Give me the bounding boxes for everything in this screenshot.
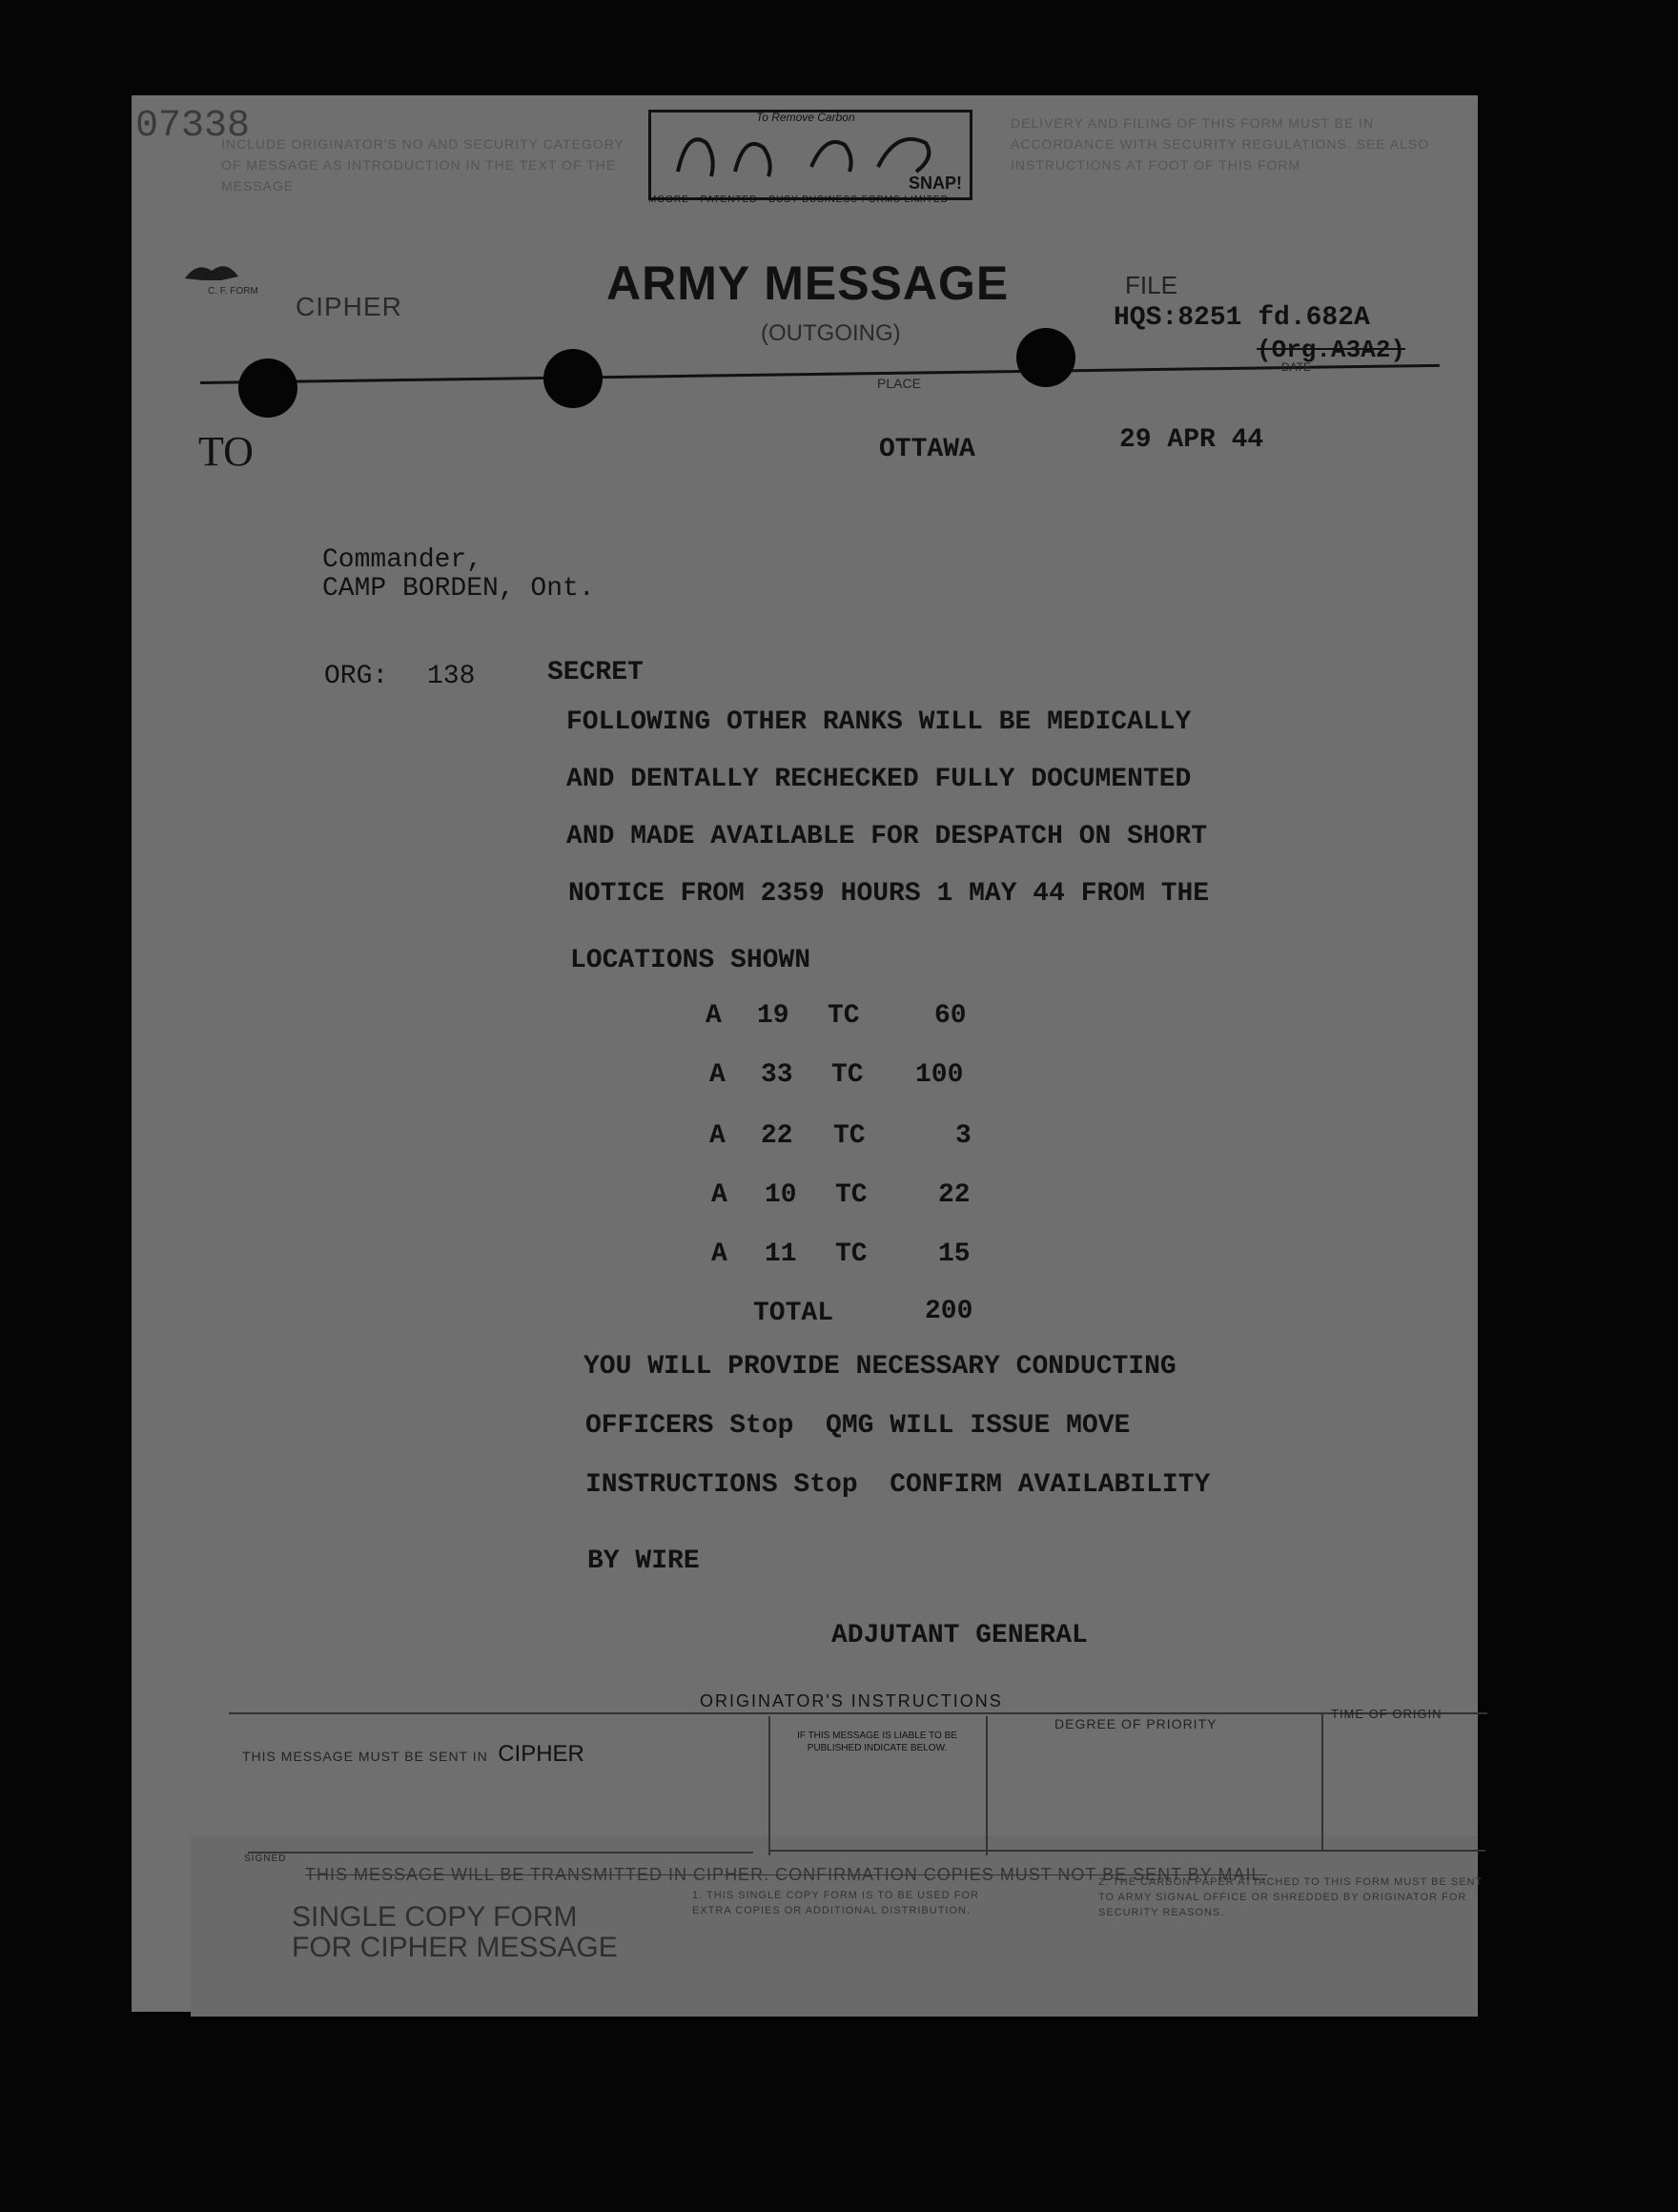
total-value: 200 <box>925 1297 973 1326</box>
location-unit: TC <box>835 1239 868 1269</box>
cipher-label: CIPHER <box>296 292 402 321</box>
file-number: HQS:8251 fd.682A <box>1114 303 1370 333</box>
time-of-origin-label: TIME OF ORIGIN <box>1331 1707 1443 1721</box>
publish-note: IF THIS MESSAGE IS LIABLE TO BE PUBLISHED INDICATE BELOW. <box>797 1731 957 1753</box>
place-value: OTTAWA <box>879 435 975 464</box>
body-line: AND MADE AVAILABLE FOR DESPATCH ON SHORT <box>566 822 1208 851</box>
closing-line: YOU WILL PROVIDE NECESSARY CONDUCTING <box>583 1352 1177 1382</box>
transmit-notice: THIS MESSAGE WILL BE TRANSMITTED IN CIPHER. CONFIRMATION COPIES MUST NOT BE SENT BY MAIL. <box>305 1865 1268 1884</box>
punch-hole-right <box>1016 328 1075 387</box>
form-name-line-2: FOR CIPHER MESSAGE <box>292 1932 618 1963</box>
org-reference: (Org.A3A2) <box>1257 336 1406 364</box>
snap-logo-caption: MOORE - PATENTED - BUSY BUSINESS FORMS LIMITED <box>648 195 949 205</box>
instructions-divider-2 <box>986 1716 988 1855</box>
signature: ADJUTANT GENERAL <box>831 1621 1088 1650</box>
location-prefix: A <box>711 1239 727 1269</box>
must-be-sent-value: CIPHER <box>498 1741 584 1767</box>
location-count: 3 <box>955 1121 972 1151</box>
punch-hole-left <box>238 358 297 418</box>
serial-number: 07338 <box>135 105 251 148</box>
signed-underline <box>248 1852 753 1854</box>
snap-logo <box>648 110 972 200</box>
instructions-divider-3 <box>1321 1712 1323 1852</box>
location-unit: TC <box>828 1001 860 1031</box>
location-unit: TC <box>833 1121 866 1151</box>
location-count: 15 <box>938 1239 971 1269</box>
top-left-notice: INCLUDE ORIGINATOR'S NO AND SECURITY CATEGORY OF MESSAGE AS INTRODUCTION IN THE TEXT OF THE MESSAGE <box>221 136 624 194</box>
location-count: 60 <box>934 1001 967 1031</box>
location-unit: TC <box>835 1180 868 1210</box>
body-line: NOTICE FROM 2359 HOURS 1 MAY 44 FROM THE <box>568 879 1210 909</box>
top-right-notice: DELIVERY AND FILING OF THIS FORM MUST BE IN ACCORDANCE WITH SECURITY REGULATIONS. SEE ALSO INSTRUCTIONS AT FOOT OF THIS FORM <box>1011 115 1430 173</box>
place-label: PLACE <box>877 376 921 391</box>
to-label: TO <box>198 428 254 475</box>
location-unit: TC <box>831 1060 864 1090</box>
closing-line: OFFICERS Stop QMG WILL ISSUE MOVE <box>585 1411 1131 1441</box>
instructions-top-rule <box>229 1712 1487 1714</box>
body-line: LOCATIONS SHOWN <box>570 946 811 975</box>
org-number: 138 <box>427 662 476 691</box>
location-count: 22 <box>938 1180 971 1210</box>
addressee-line-2: CAMP BORDEN, Ont. <box>322 574 595 604</box>
closing-line: INSTRUCTIONS Stop CONFIRM AVAILABILITY <box>585 1470 1211 1500</box>
location-prefix: A <box>709 1121 726 1151</box>
addressee-line-1: Commander, <box>322 545 483 575</box>
date-label: DATE <box>1281 360 1312 374</box>
total-label: TOTAL <box>753 1299 834 1328</box>
body-line: AND DENTALLY RECHECKED FULLY DOCUMENTED <box>566 765 1192 794</box>
file-label: FILE <box>1125 271 1177 299</box>
instructions-bottom-rule <box>770 1850 1485 1852</box>
footer-note-2: 2. THE CARBON PAPER ATTACHED TO THIS FORM MUST BE SENT TO ARMY SIGNAL OFFICE OR SHREDDED BY ORIGINATOR FOR SECURITY REASONS. <box>1098 1876 1484 1918</box>
originator-instructions-heading: ORIGINATOR'S INSTRUCTIONS <box>700 1691 1003 1710</box>
body-line: FOLLOWING OTHER RANKS WILL BE MEDICALLY <box>566 707 1192 737</box>
must-be-sent-row <box>242 1741 584 1768</box>
location-prefix: A <box>706 1001 722 1031</box>
form-title: ARMY MESSAGE <box>606 256 1010 310</box>
classification: SECRET <box>547 658 644 687</box>
form-subtitle: (OUTGOING) <box>761 320 901 346</box>
punch-hole-middle <box>543 349 603 408</box>
must-be-sent-label: THIS MESSAGE MUST BE SENT IN <box>242 1749 488 1764</box>
form-name-line-1: SINGLE COPY FORM <box>292 1901 578 1933</box>
signed-label: SIGNED <box>244 1854 287 1864</box>
date-value: 29 APR 44 <box>1119 425 1264 455</box>
location-prefix: A <box>709 1060 726 1090</box>
priority-label: DEGREE OF PRIORITY <box>1054 1716 1218 1731</box>
form-code: C. F. FORM <box>208 286 258 297</box>
snap-logo-text: SNAP! <box>908 174 962 193</box>
location-number: 11 <box>765 1239 797 1269</box>
footer-note-1: 1. THIS SINGLE COPY FORM IS TO BE USED FOR EXTRA COPIES OR ADDITIONAL DISTRIBUTION. <box>692 1890 979 1916</box>
snap-logo-title: To Remove Carbon <box>756 111 855 124</box>
closing-line: BY WIRE <box>587 1546 700 1576</box>
instructions-divider-1 <box>768 1716 770 1855</box>
location-count: 100 <box>915 1060 964 1090</box>
location-prefix: A <box>711 1180 727 1210</box>
location-number: 19 <box>757 1001 789 1031</box>
location-number: 33 <box>761 1060 793 1090</box>
message-form-sheet <box>132 95 1478 2012</box>
hands-illustration-icon <box>668 124 954 181</box>
location-number: 22 <box>761 1121 793 1151</box>
org-label: ORG: <box>324 662 389 691</box>
location-number: 10 <box>765 1180 797 1210</box>
